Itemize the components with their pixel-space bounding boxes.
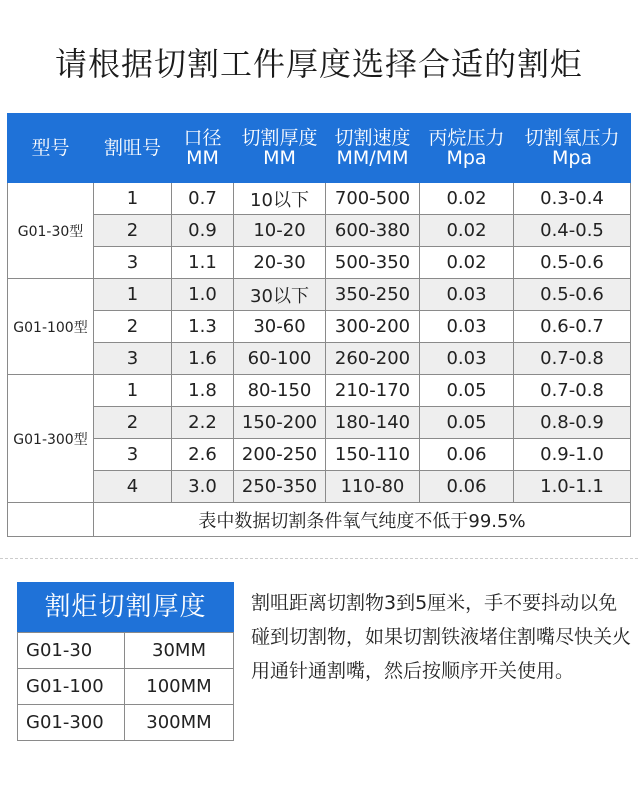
thickness-panel xyxy=(17,582,234,741)
table-cell: 0.9 xyxy=(172,215,234,247)
table-row xyxy=(8,439,631,471)
table-cell: 0.7-0.8 xyxy=(514,375,631,407)
table-cell: 60-100 xyxy=(234,343,326,375)
thickness-model-cell: G01-300 xyxy=(18,705,125,741)
table-cell: 600-380 xyxy=(326,215,420,247)
spec-header-unit: MM xyxy=(263,147,296,169)
table-cell: 0.06 xyxy=(420,439,514,471)
table-cell: 200-250 xyxy=(234,439,326,471)
table-row xyxy=(8,471,631,503)
table-cell: 0.03 xyxy=(420,311,514,343)
table-cell: 250-350 xyxy=(234,471,326,503)
spec-header-cell xyxy=(94,114,172,183)
table-cell: 10-20 xyxy=(234,215,326,247)
table-cell: 0.02 xyxy=(420,247,514,279)
table-cell: 2.6 xyxy=(172,439,234,471)
table-cell: 0.9-1.0 xyxy=(514,439,631,471)
spec-header-unit: Mpa xyxy=(551,147,593,169)
table-cell: 3 xyxy=(94,439,172,471)
table-cell: 0.05 xyxy=(420,375,514,407)
table-cell: 20-30 xyxy=(234,247,326,279)
table-cell: 0.06 xyxy=(420,471,514,503)
page-title: 请根据切割工件厚度选择合适的割炬 xyxy=(54,45,583,83)
thickness-value-cell: 100MM xyxy=(125,669,234,705)
spec-body xyxy=(8,183,631,537)
table-cell: 1.8 xyxy=(172,375,234,407)
spec-header-label: 型号 xyxy=(31,137,70,159)
spec-header-label: 切割厚度 xyxy=(241,127,318,149)
thickness-header: 割炬切割厚度 xyxy=(17,582,234,632)
table-cell: 0.3-0.4 xyxy=(514,183,631,215)
usage-tip: 割咀距离切割物3到5厘米，手不要抖动以免碰到切割物，如果切割铁液堵住割嘴尽快关火用通针通割嘴，然后按顺序开关使用。 xyxy=(251,592,632,682)
table-row xyxy=(18,633,234,669)
table-cell: 1.6 xyxy=(172,343,234,375)
table-cell: 4 xyxy=(94,471,172,503)
table-cell: 0.02 xyxy=(420,183,514,215)
thickness-table xyxy=(17,632,234,741)
table-row xyxy=(8,247,631,279)
table-cell: 0.5-0.6 xyxy=(514,279,631,311)
table-cell: 2 xyxy=(94,311,172,343)
spec-header-unit: MM/MM xyxy=(336,147,409,169)
note-row xyxy=(8,503,631,537)
table-cell: 30-60 xyxy=(234,311,326,343)
spec-header-label: 口径 xyxy=(183,127,222,149)
table-cell: 3 xyxy=(94,247,172,279)
spec-header-cell xyxy=(514,114,631,183)
table-cell: 0.8-0.9 xyxy=(514,407,631,439)
table-cell: 30以下 xyxy=(234,279,326,311)
table-row xyxy=(8,343,631,375)
table-cell: 180-140 xyxy=(326,407,420,439)
spec-header-row xyxy=(8,114,631,183)
table-cell: 150-110 xyxy=(326,439,420,471)
table-cell: 0.6-0.7 xyxy=(514,311,631,343)
spec-header-cell xyxy=(172,114,234,183)
table-cell: 1 xyxy=(94,279,172,311)
table-cell: 0.02 xyxy=(420,215,514,247)
table-cell: 350-250 xyxy=(326,279,420,311)
table-cell: 300-200 xyxy=(326,311,420,343)
table-cell: 1.0-1.1 xyxy=(514,471,631,503)
table-row xyxy=(8,407,631,439)
thickness-value-cell: 30MM xyxy=(125,633,234,669)
thickness-model-cell: G01-100 xyxy=(18,669,125,705)
table-row xyxy=(8,375,631,407)
table-cell: 3 xyxy=(94,343,172,375)
spec-header-label: 丙烷压力 xyxy=(428,127,505,149)
table-cell: 0.5-0.6 xyxy=(514,247,631,279)
section-divider xyxy=(0,558,638,559)
table-cell: 0.7-0.8 xyxy=(514,343,631,375)
spec-header-cell xyxy=(420,114,514,183)
table-cell: 1.0 xyxy=(172,279,234,311)
table-row xyxy=(8,279,631,311)
note-blank-cell xyxy=(8,503,94,537)
table-cell: 260-200 xyxy=(326,343,420,375)
table-row xyxy=(8,215,631,247)
spec-header-cell xyxy=(8,114,94,183)
table-cell: 1 xyxy=(94,375,172,407)
table-row xyxy=(18,705,234,741)
table-cell: 150-200 xyxy=(234,407,326,439)
table-cell: 0.03 xyxy=(420,279,514,311)
table-cell: 2 xyxy=(94,215,172,247)
table-cell: 2.2 xyxy=(172,407,234,439)
table-row xyxy=(18,669,234,705)
spec-header-label: 切割速度 xyxy=(334,127,411,149)
spec-table xyxy=(7,113,631,537)
table-cell: 210-170 xyxy=(326,375,420,407)
table-cell: 0.03 xyxy=(420,343,514,375)
table-cell: 700-500 xyxy=(326,183,420,215)
table-cell: 3.0 xyxy=(172,471,234,503)
table-cell: 1.3 xyxy=(172,311,234,343)
spec-header-unit: MM xyxy=(186,147,219,169)
spec-header-unit: Mpa xyxy=(446,147,487,169)
table-cell: 2 xyxy=(94,407,172,439)
spec-header-label: 割咀号 xyxy=(103,137,161,159)
table-row xyxy=(8,183,631,215)
spec-header-label: 切割氧压力 xyxy=(524,127,620,149)
table-cell: 80-150 xyxy=(234,375,326,407)
spec-header-cell xyxy=(326,114,420,183)
thickness-model-cell: G01-30 xyxy=(18,633,125,669)
table-cell: 500-350 xyxy=(326,247,420,279)
table-cell: 10以下 xyxy=(234,183,326,215)
spec-header-cell xyxy=(234,114,326,183)
table-cell: 1.1 xyxy=(172,247,234,279)
table-cell: 0.05 xyxy=(420,407,514,439)
model-cell: G01-100型 xyxy=(8,279,94,375)
model-cell: G01-30型 xyxy=(8,183,94,279)
table-row xyxy=(8,311,631,343)
table-cell: 0.4-0.5 xyxy=(514,215,631,247)
table-cell: 110-80 xyxy=(326,471,420,503)
table-note: 表中数据切割条件氧气纯度不低于99.5% xyxy=(94,503,631,537)
thickness-value-cell: 300MM xyxy=(125,705,234,741)
table-cell: 1 xyxy=(94,183,172,215)
table-cell: 0.7 xyxy=(172,183,234,215)
model-cell: G01-300型 xyxy=(8,375,94,503)
